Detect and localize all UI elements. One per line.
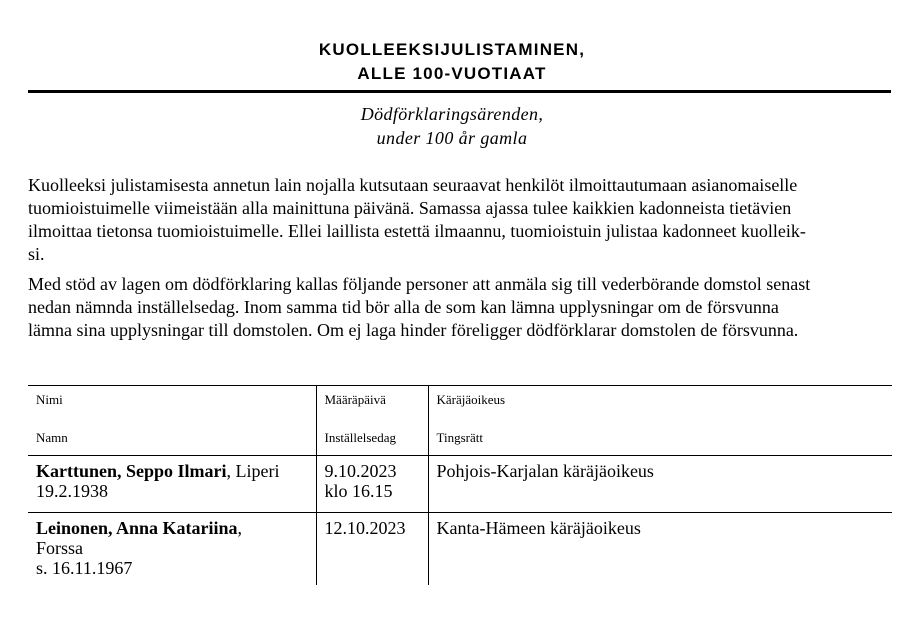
table-row — [28, 513, 892, 586]
appearance-date: 12.10.2023 — [324, 518, 406, 538]
intro-fi-line: ilmoittaa tietonsa tuomioistuimelle. Ellei laillista estettä ilmaannu, tuomioistuin julistaa kadonneet kuolleik- — [28, 221, 806, 241]
subtitle-line-2: under 100 år gamla — [376, 128, 528, 148]
header-name-fi: Nimi — [36, 392, 63, 407]
table-header-row — [28, 386, 892, 456]
missing-persons-table — [28, 385, 892, 585]
person-cell — [28, 456, 316, 513]
intro-fi-line: Kuolleeksi julistamisesta annetun lain nojalla kutsutaan seuraavat henkilöt ilmoittautumaan asianomaiselle — [28, 175, 798, 195]
subtitle-line-1: Dödförklaringsärenden, — [360, 104, 544, 124]
notice-subtitle — [0, 102, 904, 150]
appearance-date: 9.10.2023 — [324, 461, 397, 481]
intro-fi-line: si. — [28, 244, 45, 264]
notice-title — [0, 38, 904, 86]
title-line-2: ALLE 100-VUOTIAAT — [357, 64, 547, 83]
person-line — [36, 518, 308, 538]
person-place: Forssa — [36, 538, 84, 558]
header-name — [28, 386, 316, 456]
person-birthdate: s. 16.11.1967 — [36, 558, 133, 578]
date-cell — [316, 513, 428, 586]
court-name: Kanta-Hämeen käräjäoikeus — [436, 518, 641, 538]
person-name: Leinonen, Anna Katariina — [36, 518, 238, 538]
title-line-1: KUOLLEEKSIJULISTAMINEN, — [318, 40, 586, 59]
header-name-sv: Namn — [36, 430, 68, 445]
intro-paragraph-swedish — [28, 273, 893, 342]
intro-paragraph-finnish — [28, 174, 893, 266]
person-comma: , — [237, 518, 243, 538]
header-court-fi: Käräjäoikeus — [436, 392, 506, 407]
person-cell — [28, 513, 316, 586]
header-court-sv: Tingsrätt — [436, 430, 483, 445]
person-birthdate: 19.2.1938 — [36, 481, 108, 501]
header-date-sv: Inställelsedag — [324, 430, 396, 445]
table-row — [28, 456, 892, 513]
header-court — [428, 386, 892, 456]
person-name: Karttunen, Seppo Ilmari — [36, 461, 227, 481]
court-cell — [428, 513, 892, 586]
intro-sv-line: Med stöd av lagen om dödförklaring kallas följande personer att anmäla sig till vederbörande domstol senast — [28, 274, 811, 294]
person-line — [36, 461, 308, 481]
court-cell — [428, 456, 892, 513]
person-place: , Liperi — [226, 461, 280, 481]
header-date — [316, 386, 428, 456]
intro-fi-line: tuomioistuimelle viimeistään alla mainittuna päivänä. Samassa ajassa tulee kaikkien kadonneista tietävien — [28, 198, 792, 218]
court-name: Pohjois-Karjalan käräjäoikeus — [436, 461, 654, 481]
date-cell — [316, 456, 428, 513]
appearance-time: klo 16.15 — [324, 481, 393, 501]
header-date-fi: Määräpäivä — [324, 392, 386, 407]
intro-sv-line: lämna sina upplysningar till domstolen. Om ej laga hinder föreligger dödförklarar domstolen de försvunna. — [28, 320, 799, 340]
intro-sv-line: nedan nämnda inställelsedag. Inom samma tid bör alla de som kan lämna upplysningar om de försvunna — [28, 297, 779, 317]
title-rule — [28, 90, 891, 93]
